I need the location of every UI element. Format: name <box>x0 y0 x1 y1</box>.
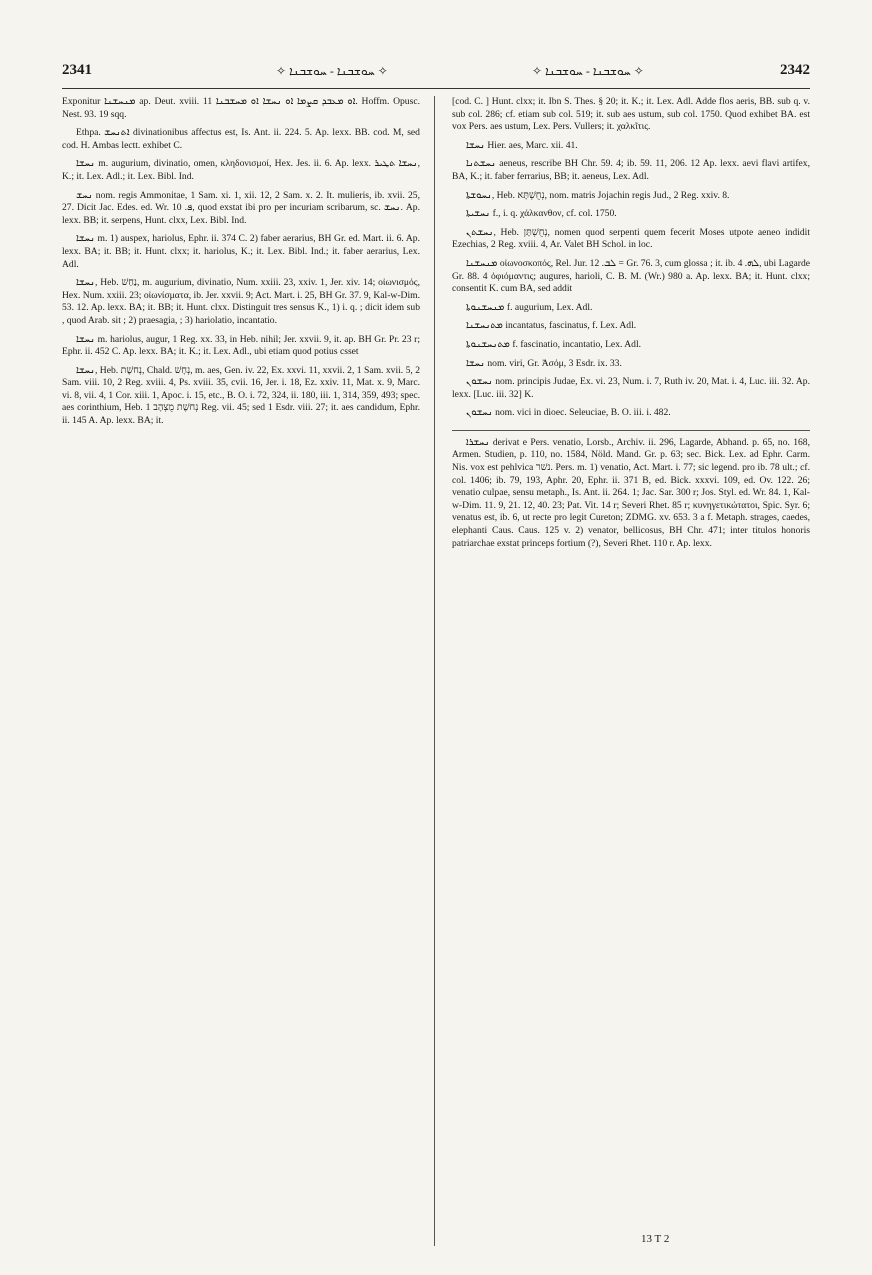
page-number-right: 2342 <box>780 62 810 78</box>
dictionary-entry: ܢܚܫܬܢܐ aeneus, rescribe BH Chr. 59. 4; ib. 59. 11, 206. 12 Ap. lexx. aevi flavi artifex, BA, K.; it. faber ferrarius, BB; it. aeneus, Lex. Adl. <box>452 158 810 182</box>
dictionary-entry: ܡܬܢܚܫܢܐ incantatus, fascinatus, f. Lex. Adl. <box>466 320 637 332</box>
dictionary-entry: ܡܬܢܚܫܢܘܬܐ f. fascinatio, incantatio, Lex. Adl. <box>466 338 642 350</box>
right-column <box>452 96 810 556</box>
dictionary-entry: ܢܚܫܐ m. 1) auspex, hariolus, Ephr. ii. 374 C. 2) faber aerarius, BH Gr. ed. Mart. ii. 6. Ap. lexx. BA; it. BB; it. Hunt. clxx; it. hariolus, K.; it. Lex. Bibl. Ind.; it. faber aerarius, Lex. Adl. <box>62 233 420 270</box>
column-divider <box>434 96 435 1246</box>
dictionary-entry: ܢܚܫܐ m. hariolus, augur, 1 Reg. xx. 33, in Heb. nihil; Jer. xxvii. 9, it. ap. BH Gr. Pr. 23 r; Ephr. ii. 452 C. Ap. lexx. BA; it. K.; it. Lex. Adl., ubi etiam quod potius csset <box>62 333 420 358</box>
dictionary-entry: ܢܚܫܐ, Heb. נְחשֶׁת, Chald. נְחָשׁ, m. aes, Gen. iv. 22, Ex. xxvi. 11, xxvii. 2, 1 Sam. xvii. 5, 2 Sam. viii. 10, 2 Reg. xviii. 4, Ps. xviii. 35, cvii. 16, Jer. i. 18, Ez. xxiv. 11, Mat. x. 9, Marc. vi. 8, vii. 4, 1 Cor. xiii. 1, Apoc. i. 15, etc., B. O. i. 72, 324, ii. 180, iii. 1, 314, 359, 493; spec. aes corinthium, Heb. נְחשֶׁת מֻצְהָב 1 Reg. vii. 45; sed 1 Esdr. viii. 27; it. aes candidum, Ephr. ii. 145 A. Ap. lexx. BA; it. <box>62 364 421 427</box>
dictionary-entry: ܢܚܫܐ nom. viri, Gr. Ἀσόμ, 3 Esdr. ix. 33. <box>466 357 622 369</box>
dictionary-entry: ܡܢܚܫܢܐ οἰωνοσκοπός, Rel. Jur. ܠܒ. 12 = Gr. 76. 3, cum glossa ; it. ib. ܠܗ. 4, ubi Lagarde Gr. 88. 4 ὀφιόμαντις; augures, harioli, C. B. M. (Wr.) 980 a. Ap. lexx. BA; it. Hunt. clxx; consentit K. cum BA, sed addit <box>452 257 810 295</box>
page-number-left: 2341 <box>62 62 92 78</box>
dictionary-entry: Exponitur ܡܢܚܫܢܐ ap. Deut. xviii. 11 ܐܘ ܡܥܒܕ ܩܨܡܐ ܐܘ ܢܚܫܐ ܐܘ ܡܚܫܒܢܐ. Hoffm. Opusc. Nest. 93. 19 sqq. <box>62 96 420 120</box>
dictionary-entry: ܢܚܘܫܬܐ, Heb. נְחֻשְׁתָּא, nom. matris Jojachin regis Jud., 2 Reg. xxiv. 8. <box>466 189 730 201</box>
signature-mark: 13 T 2 <box>641 1233 670 1245</box>
page-header <box>62 62 810 86</box>
header-rule <box>62 88 810 89</box>
left-column <box>62 96 420 434</box>
dictionary-entry: ܢܚܫܝܬܐ f., i. q. χάλκανθον, cf. col. 1750. <box>466 208 617 220</box>
dictionary-entry: ܢܚܫܐ m. augurium, divinatio, omen, κληδονισμοί, Hex. Jes. ii. 6. Ap. lexx. ܢܚܫܐ ܬܛܝܪ, K.; it. Lex. Adl.; it. Lex. Bibl. Ind. <box>62 158 421 182</box>
dictionary-entry: ܢܚܫܘܢ nom. vici in dioec. Seleuciae, B. O. iii. i. 482. <box>466 407 671 419</box>
footnote-entry: ܢܚܫܪܐ derivat e Pers. venatio, Lorsb., Archiv. ii. 296, Lagarde, Abhand. p. 65, no. 168, Armen. Studien, p. 110, no. 1584, Nöld. Mand. Gr. p. 63; sec. Bick. Lex. ad Ephr. Carm. Nis. vox est pehlvica נשׁר. Pers. m. 1) venatio, Act. Mart. i. 77; sic legend. pro ib. 78 ult.; cf. col. 1406; ib. 79, 193, Aphr. 20, Ephr. ii. 371 B, ed. Bick. xxxvi. 109, ed. Ov. 122. 26; venatio culpae, sensu metaph., Is. Ant. ii. 264. 1; Jac. Sar. 300 r; Jos. Styl. ed. Wr. 84. 1, Kal-w-Dim. 11. 9, 21. 12, 40. 23; Pat. Vit. 14 r; Severi Rhet. 85 r; κυνηγετικώτατοι, Spic. Syr. 6; venatus est, ib. 6, ut recte pro legit Cureton; ZDMG. xv. 653. 3 a f. Metaph. strages, caedes, elephanti Caus. Caus. 125 v. 2) venator, bellicosus, BH Chr. 471; inter titulos honoris patriarchae exstat princeps fortium (?), Severi Rhet. 110 r. Ap. lexx. <box>452 436 810 549</box>
dictionary-entry: ܢܚܫܘܢ nom. principis Judae, Ex. vi. 23, Num. i. 7, Ruth iv. 20, Mat. i. 4, Luc. iii. 32. Ap. lexx. [Luc. iii. 32] K. <box>452 376 810 400</box>
dictionary-entry: [cod. C. ] Hunt. clxx; it. Ibn S. Thes. § 20; it. K.; it. Lex. Adl. Adde flos aeris, BB. sub q. v. sub col. 286; cf. etiam sub col. 519; it. sub aes ustum, sub col. 1750. Quod exhibet BA. est vox Pers. aes ustum, Lex. Pers. Vullers; it. χαλκῖτις. <box>452 96 810 133</box>
dictionary-entry: ܢܚܫ nom. regis Ammonitae, 1 Sam. xi. 1, xii. 12, 2 Sam. x. 2. It. mulieris, ib. xvii. 25, 27. Dicit Jac. Edes. ed. Wr. ܦ. 10, quod exstat ibi pro per incuriam scribarum, sc. ܢܚܫ. Ap. lexx. BB; it. serpens, Hunt. clxx, Lex. Bibl. Ind. <box>62 189 421 226</box>
dictionary-entry: ܢܚܫܐ, Heb. נַחַשׁ, m. augurium, divinatio, Num. xxiii. 23, xxiv. 1, Jer. xiv. 14; οἰωνισμός, Hex. Num. xxiii. 23; οἰωνίσματα, ib. Jer. xxvii. 9; Act. Mart. i. 25, BH Gr. 37. 9, Kal-w-Dim. 53. 12. Ap. lexx. BA; it. BB; it. Hunt. clxx. Distinguit tres sensus K., 1) i. q. ; dicit idem sub , quod Arab. sit ; 2) praesagia, ; 3) hariolatio, incantatio. <box>62 277 421 326</box>
dictionary-entry: ܢܚܫܐ Hier. aes, Marc. xii. 41. <box>466 139 578 151</box>
footnote-rule <box>452 430 810 431</box>
running-head-right: ✧ ܚܘܫܒܢܐ - ܚܘܫܒܢܐ ✧ <box>532 64 644 78</box>
dictionary-entry: ܢܚܫܬܢ, Heb. נְחֻשְׁתָּן, nomen quod serpenti quem fecerit Moses utpote aeneo indidit Ezechias, 2 Reg. xviii. 4, Ar. Valet BH Schol. in loc. <box>452 226 810 251</box>
dictionary-entry: Ethpa. ܐܬܢܚܫ divinationibus affectus est, Is. Ant. ii. 224. 5. Ap. lexx. BB. cod. M, sed cod. H. Ambas lectt. exhibet C. <box>62 127 420 151</box>
running-head-left: ✧ ܚܘܫܒܢܐ - ܚܘܫܒܢܐ ✧ <box>276 64 388 78</box>
dictionary-entry: ܡܢܚܫܢܘܬܐ f. augurium, Lex. Adl. <box>466 301 593 313</box>
